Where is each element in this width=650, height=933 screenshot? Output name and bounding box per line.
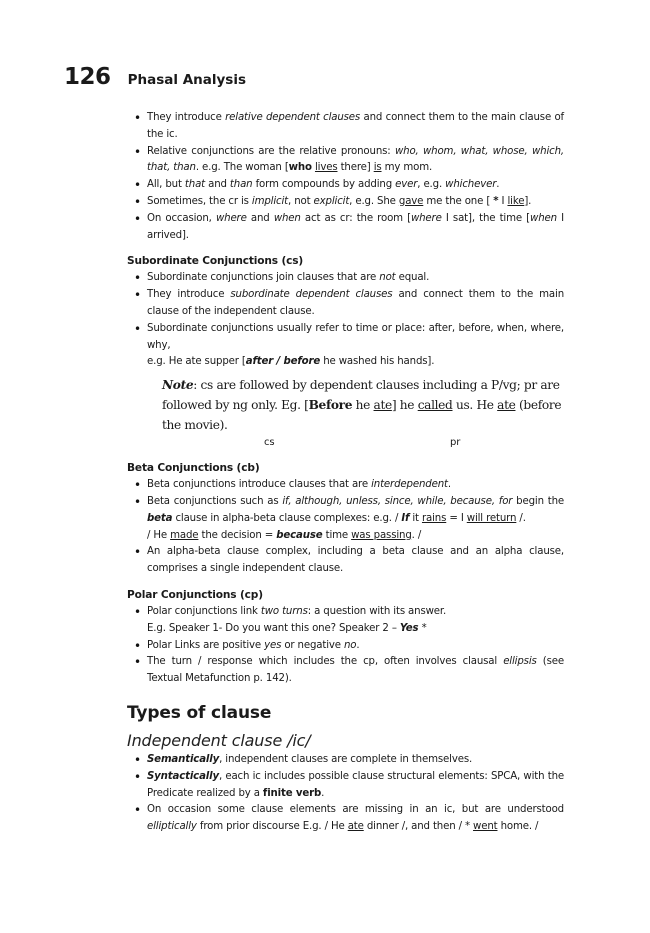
list-item: • Sometimes, the cr is implicit, not explicit, e.g. She gave me the one [ * I like].	[147, 194, 564, 211]
note-labels	[127, 435, 564, 451]
list-item: • They introduce relative dependent clauses and connect them to the main clause of the ic.	[147, 110, 564, 144]
section-heading-polar: Polar Conjunctions (cp)	[127, 588, 263, 601]
list-item: • On occasion some clause elements are missing in an ic, but are understood elliptically from prior discourse E.g. / He ate dinner /, and then / * went home. /	[147, 802, 564, 836]
list-item: • Polar Links are positive yes or negative no.	[147, 638, 564, 655]
list-item: • Subordinate conjunctions join clauses that are not equal.	[147, 270, 564, 287]
section-heading-types-of-clause: Types of clause	[127, 702, 272, 723]
subsection-heading-independent-clause: Independent clause /ic/	[127, 730, 311, 750]
list-item: • Semantically, independent clauses are complete in themselves.	[147, 752, 564, 769]
list-item: • Subordinate conjunctions usually refer to time or place: after, before, when, where, why,	[147, 321, 564, 355]
types-bullet-list	[127, 752, 564, 836]
list-item: • All, but that and than form compounds by adding ever, e.g. whichever.	[147, 177, 564, 194]
list-item: • They introduce subordinate dependent clauses and connect them to the main clause of the independent clause.	[147, 287, 564, 321]
subordinate-example: e.g. He ate supper [after / before he washed his hands].	[147, 356, 435, 368]
list-item: • An alpha-beta clause complex, including a beta clause and an alpha clause, comprises a single independent clause.	[147, 544, 564, 578]
list-item: • On occasion, where and when act as cr: the room [where I sat], the time [when I arrived].	[147, 211, 564, 245]
subordinate-bullet-list	[127, 270, 564, 354]
page-number: 126	[64, 64, 111, 90]
beta-bullet-list	[127, 477, 564, 578]
list-item: • Beta conjunctions introduce clauses that are interdependent.	[147, 477, 564, 494]
running-title: Phasal Analysis	[127, 72, 246, 88]
note-label-pr: pr	[450, 437, 461, 449]
section-heading-subordinate: Subordinate Conjunctions (cs)	[127, 255, 304, 268]
list-item: • The turn / response which includes the cp, often involves clausal ellipsis (see Textual Metafunction p. 142).	[147, 654, 564, 688]
intro-bullet-list	[127, 110, 564, 244]
note-block: Note: cs are followed by dependent clauses including a P/vg; pr are followed by ng only. Eg. [Before he ate] he called us. He ate (before the movie).	[162, 378, 562, 433]
list-item: • Polar conjunctions link two turns: a question with its answer. E.g. Speaker 1- Do you want this one? Speaker 2 – Yes *	[147, 604, 564, 638]
page-body	[127, 110, 564, 836]
list-item: • Syntactically, each ic includes possible clause structural elements: SPCA, with the Predicate realized by a finite verb.	[147, 769, 564, 803]
list-item: • Relative conjunctions are the relative pronouns: who, whom, what, whose, which, that, than. e.g. The woman [who lives there] is my mom.	[147, 144, 564, 178]
page-header	[64, 64, 246, 90]
polar-bullet-list	[127, 604, 564, 688]
section-heading-beta: Beta Conjunctions (cb)	[127, 462, 260, 475]
list-item: • Beta conjunctions such as if, although, unless, since, while, because, for begin the beta clause in alpha-beta clause complexes: e.g. / If it rains = I will return /. / He made the decision = because time was passing. /	[147, 494, 564, 544]
note-label-cs: cs	[264, 437, 275, 449]
